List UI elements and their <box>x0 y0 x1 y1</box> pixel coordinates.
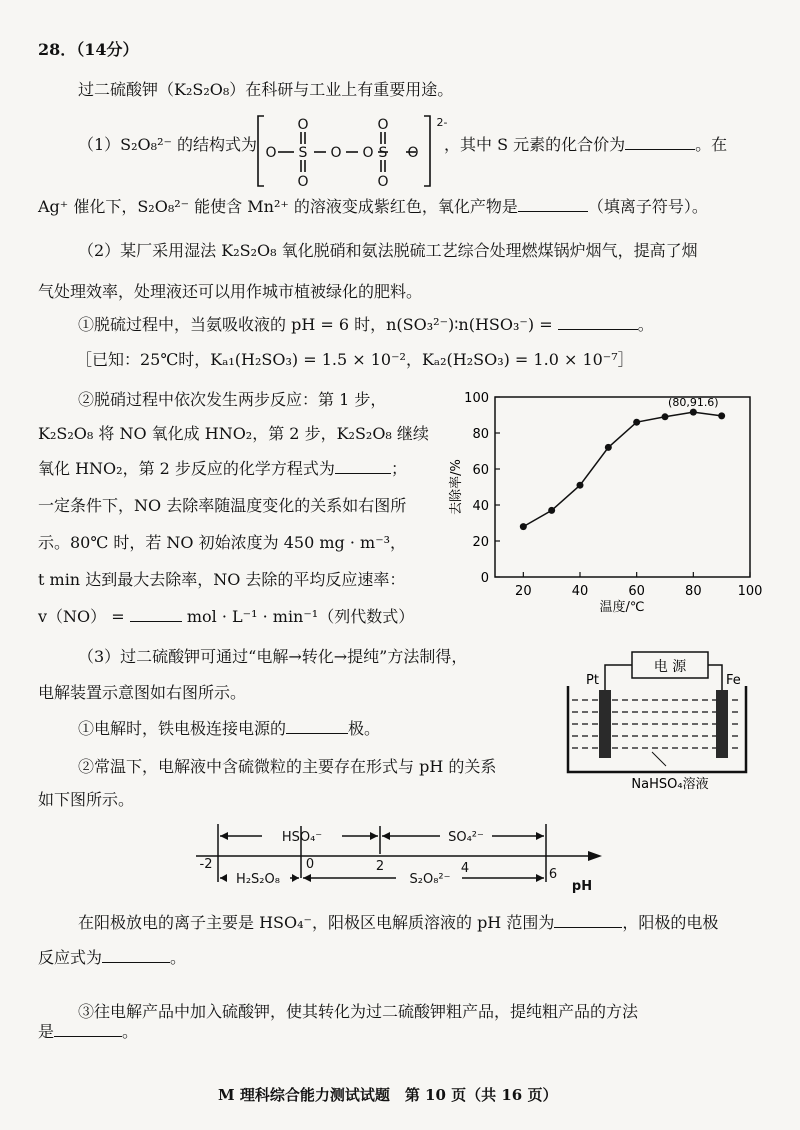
so4-label: SO₄²⁻ <box>448 830 484 845</box>
part3-intro1: （3）过二硫酸钾可通过“电解→转化→提纯”方法制得， <box>78 647 468 666</box>
ph-tick-neg2: -2 <box>199 857 213 872</box>
part1-line1b: ，其中 S 元素的化合价为 。在 <box>444 135 728 154</box>
y-axis-label: 去除率/% <box>449 459 464 515</box>
equation-blank[interactable] <box>335 459 391 474</box>
data-point <box>548 507 555 514</box>
valence-blank[interactable] <box>625 135 695 150</box>
part3-q2-l1: ②常温下，电解液中含硫微粒的主要存在形式与 pH 的关系 <box>78 757 497 776</box>
part2-q2-l7: v（NO） = mol · L⁻¹ · min⁻¹（列代数式） <box>38 607 415 626</box>
struct-o-bottom-left: O <box>297 174 309 190</box>
y-tick-label: 40 <box>472 499 489 514</box>
part2-q2-l1: ②脱硝过程中依次发生两步反应：第 1 步， <box>78 390 387 409</box>
part2-q2-l6: t min 达到最大去除率，NO 去除的平均反应速率： <box>38 570 406 589</box>
removal-rate-chart <box>440 385 780 620</box>
part3-q3-l1: ③往电解产品中加入硫酸钾，使其转化为过二硫酸钾粗产品，提纯粗产品的方法 <box>78 1002 639 1021</box>
part2-q1: ①脱硫过程中，当氨吸收液的 pH = 6 时，n(SO₃²⁻)∶n(HSO₃⁻) = 。 <box>78 315 654 334</box>
ph-axis-label: pH <box>571 879 593 894</box>
rate-blank[interactable] <box>130 607 182 622</box>
struct-o-left: O <box>265 145 277 161</box>
data-point <box>520 523 527 530</box>
y-tick-label: 20 <box>472 535 489 550</box>
y-tick-label: 100 <box>464 391 489 406</box>
part2-q2-l2: K₂S₂O₈ 将 NO 氧化成 HNO₂，第 2 步，K₂S₂O₈ 继续 <box>38 424 429 443</box>
data-point <box>662 413 669 420</box>
struct-charge: 2- <box>436 116 448 129</box>
fe-electrode <box>716 690 728 758</box>
x-axis-label: 温度/℃ <box>599 600 645 615</box>
part3-q1: ①电解时，铁电极连接电源的 极。 <box>78 719 381 738</box>
ph-range-blank[interactable] <box>554 913 622 928</box>
part1-line1a: （1）S₂O₈²⁻ 的结构式为 <box>78 135 258 154</box>
part2-q2-l4: 一定条件下，NO 去除率随温度变化的关系如右图所 <box>38 496 407 515</box>
struct-s-right: S <box>378 145 388 161</box>
ph-tick-4: 4 <box>460 861 470 876</box>
struct-s-left: S <box>298 145 308 161</box>
power-label: 电 源 <box>653 659 687 675</box>
h2s2o8-label: H₂S₂O₈ <box>236 872 280 887</box>
struct-o-top-left: O <box>297 117 309 133</box>
chart-annotation: (80,91.6) <box>668 396 719 410</box>
pt-label: Pt <box>586 673 599 688</box>
data-point <box>690 409 697 416</box>
solution-label: NaHSO₄溶液 <box>631 777 709 792</box>
ph-tick-6: 6 <box>548 867 558 882</box>
x-tick-label: 100 <box>737 584 763 599</box>
part2-q2-l5: 示。80℃ 时，若 NO 初始浓度为 450 mg · m⁻³， <box>38 533 407 552</box>
y-tick-label: 0 <box>480 571 489 586</box>
electrode-blank[interactable] <box>286 719 348 734</box>
part3-intro2: 电解装置示意图如右图所示。 <box>38 683 247 702</box>
part2-intro1: （2）某厂采用湿法 K₂S₂O₈ 氧化脱硝和氨法脱硫工艺综合处理燃煤锅炉烟气，提高了烟 <box>78 241 698 260</box>
ph-tick-2: 2 <box>375 859 385 874</box>
struct-o-bottom-right: O <box>377 174 389 190</box>
chart-frame <box>495 397 750 577</box>
y-tick-label: 80 <box>472 427 489 442</box>
part2-known: ［已知：25℃时，Kₐ₁(H₂SO₃) = 1.5 × 10⁻²，Kₐ₂(H₂SO₃) = 1.0 × 10⁻⁷］ <box>76 350 634 369</box>
ratio-blank[interactable] <box>558 315 638 330</box>
oxidation-product-blank[interactable] <box>518 197 588 212</box>
x-tick-label: 80 <box>685 584 702 599</box>
hso4-label: HSO₄⁻ <box>281 830 323 845</box>
anode-reaction-blank[interactable] <box>102 948 170 963</box>
question-number: 28．（14分） <box>38 40 139 59</box>
s2o8-label: S₂O₈²⁻ <box>409 872 451 887</box>
y-tick-label: 60 <box>472 463 489 478</box>
part2-intro2: 气处理效率，处理液还可以用作城市植被绿化的肥料。 <box>38 282 423 301</box>
electrolysis-apparatus <box>560 648 780 796</box>
ph-tick-0: 0 <box>305 857 315 872</box>
part3-anode-l2: 反应式为 。 <box>38 948 187 967</box>
struct-o-bridge2: O <box>362 145 374 161</box>
purification-blank[interactable] <box>54 1022 122 1037</box>
intro-text: 过二硫酸钾（K₂S₂O₈）在科研与工业上有重要用途。 <box>78 80 454 99</box>
x-tick-label: 60 <box>628 584 645 599</box>
part3-q2-l2: 如下图所示。 <box>38 790 135 809</box>
ph-diagram <box>190 818 610 898</box>
page-footer: M 理科综合能力测试试题 第 10 页（共 16 页） <box>218 1086 558 1104</box>
structure-formula <box>256 112 456 192</box>
part2-q2-l3: 氧化 HNO₂，第 2 步反应的化学方程式为 ； <box>38 459 407 478</box>
data-point <box>718 412 725 419</box>
fe-label: Fe <box>726 673 741 688</box>
data-point <box>633 419 640 426</box>
struct-o-right: O <box>407 145 419 161</box>
part1-line2: Ag⁺ 催化下，S₂O₈²⁻ 能使含 Mn²⁺ 的溶液变成紫红色，氧化产物是 （填离子符号）。 <box>38 197 708 216</box>
pt-electrode <box>599 690 611 758</box>
part3-q3-l2: 是 。 <box>38 1022 139 1041</box>
x-tick-label: 40 <box>571 584 589 599</box>
data-point <box>605 444 612 451</box>
x-tick-label: 20 <box>515 584 532 599</box>
struct-o-bridge1: O <box>330 145 342 161</box>
part3-anode-l1: 在阳极放电的离子主要是 HSO₄⁻，阳极区电解质溶液的 pH 范围为 ，阳极的电极 <box>78 913 719 932</box>
struct-o-top-right: O <box>377 117 389 133</box>
data-point <box>577 482 584 489</box>
